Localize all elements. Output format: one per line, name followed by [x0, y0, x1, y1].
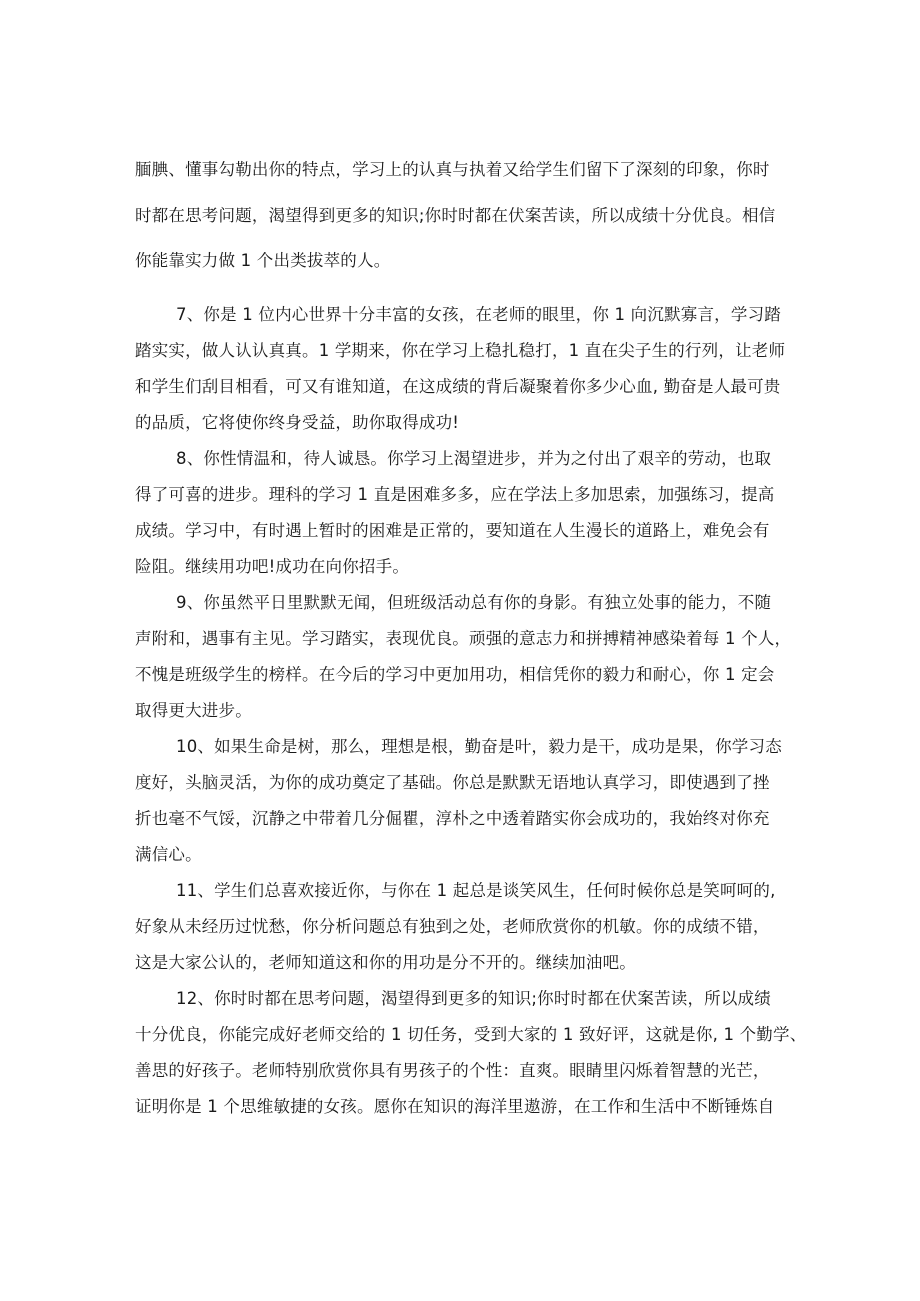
text-line: 取得更大进步。: [135, 701, 252, 720]
text-line: 险阻。继续用功吧!成功在向你招手。: [135, 557, 410, 576]
text-line: 腼腆、懂事勾勒出你的特点，学习上的认真与执着又给学生们留下了深刻的印象，你时: [135, 160, 770, 179]
text-line: 11、学生们总喜欢接近你，与你在 1 起总是谈笑风生，任何时候你总是笑呵呵的,: [176, 881, 776, 900]
text-line: 7、你是 1 位内心世界十分丰富的女孩，在老师的眼里，你 1 向沉默寡言，学习踏: [176, 305, 781, 324]
text-line: 10、如果生命是树，那么，理想是根，勤奋是叶，毅力是干，成功是果，你学习态: [176, 737, 782, 756]
text-line: 折也毫不气馁，沉静之中带着几分倔瞿，淳朴之中透着踏实你会成功的，我始终对你充: [135, 809, 770, 828]
text-line: 善思的好孩子。老师特别欣赏你具有男孩子的个性：直爽。眼睛里闪烁着智慧的光芒，: [135, 1061, 770, 1080]
text-line: 8、你性情温和，待人诚恳。你学习上渴望进步，并为之付出了艰辛的劳动，也取: [176, 449, 772, 468]
text-line: 十分优良，你能完成好老师交给的 1 切任务，受到大家的 1 致好评，这就是你, 1 个勤学、: [135, 1025, 807, 1044]
text-line: 踏实实，做人认认真真。1 学期来，你在学习上稳扎稳打，1 直在尖子生的行列，让老师: [135, 341, 786, 360]
text-line: 证明你是 1 个思维敏捷的女孩。愿你在知识的海洋里遨游，在工作和生活中不断锤炼自: [135, 1097, 775, 1116]
text-line: 得了可喜的进步。理科的学习 1 直是困难多多，应在学法上多加思索，加强练习，提高: [135, 485, 775, 504]
text-line: 不愧是班级学生的榜样。在今后的学习中更加用功，相信凭你的毅力和耐心，你 1 定会: [135, 665, 775, 684]
text-line: 你能靠实力做 1 个出类拔萃的人。: [135, 251, 391, 270]
text-line: 时都在思考问题，渴望得到更多的知识;你时时都在伏案苦读，所以成绩十分优良。相信: [135, 206, 776, 225]
text-line: 12、你时时都在思考问题，渴望得到更多的知识;你时时都在伏案苦读，所以成绩: [176, 989, 771, 1008]
text-line: 好象从未经历过忧愁，你分析问题总有独到之处，老师欣赏你的机敏。你的成绩不错，: [135, 917, 770, 936]
text-line: 这是大家公认的，老师知道这和你的用功是分不开的。继续加油吧。: [135, 953, 636, 972]
text-line: 满信心。: [135, 845, 202, 864]
text-line: 和学生们刮目相看，可又有谁知道，在这成绩的背后凝聚着你多少心血, 勤奋是人最可贵: [135, 377, 781, 396]
text-line: 度好，头脑灵活，为你的成功奠定了基础。你总是默默无语地认真学习，即使遇到了挫: [135, 773, 770, 792]
text-line: 的品质，它将使你终身受益，助你取得成功!: [135, 413, 460, 432]
text-line: 9、你虽然平日里默默无闻，但班级活动总有你的身影。有独立处事的能力，不随: [176, 593, 772, 612]
text-line: 成绩。学习中，有时遇上暂时的困难是正常的，要知道在人生漫长的道路上，难免会有: [135, 521, 770, 540]
text-line: 声附和，遇事有主见。学习踏实，表现优良。顽强的意志力和拼搏精神感染着每 1 个人，: [135, 629, 792, 648]
